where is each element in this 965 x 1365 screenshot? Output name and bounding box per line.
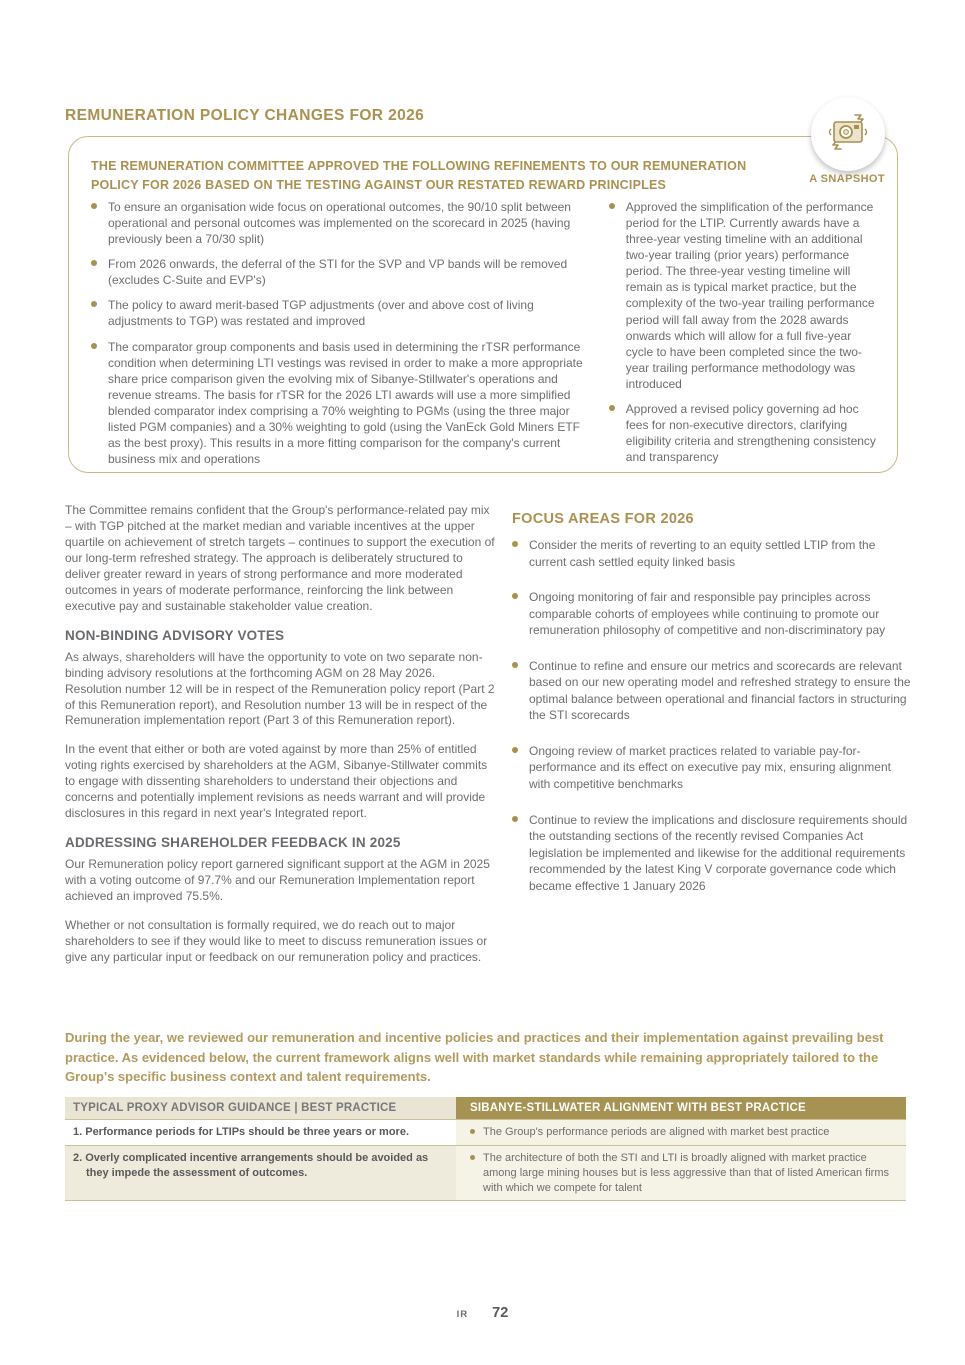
- bullet-dot-icon: [512, 816, 518, 822]
- paragraph: Whether or not consultation is formally required, we do reach out to major shareholders to see if they would like to meet to discuss remuneration issues or give any particular input or feedback on our remuneration policy and practices.: [65, 918, 488, 964]
- list-item: [609, 199, 879, 392]
- alignment-text: The Group's performance periods are aligned with market best practice: [470, 1125, 896, 1140]
- column-header-guidance: TYPICAL PROXY ADVISOR GUIDANCE | BEST PRACTICE: [65, 1097, 456, 1119]
- bullet-text: From 2026 onwards, the deferral of the STI for the SVP and VP bands will be removed (excludes C-Suite and EVP's): [108, 257, 568, 288]
- bullet-text: Continue to review the implications and disclosure requirements should the outstanding sections of the recently revised Companies Act legislation be implemented and likewise for the additional requirements recommended by the latest King V corporate governance code which became effective 1 January 2026: [529, 812, 908, 893]
- alignment-text: The architecture of both the STI and LTI is broadly aligned with market practice among large mining houses but is less aggressive than that of listed American firms with which we compete for talent: [470, 1151, 896, 1196]
- bullet-text: Approved the simplification of the performance period for the LTIP. Currently awards have a three-year vesting timeline with an additional two-year trailing (prior years) performance period. The three-year vesting timeline will remain as is typical market practice, but the complexity of the two-year trailing performance period will fall away from the 2028 awards onwards which will allow for a full five-year cycle to have been completed since the two-year trailing performance methodology was introduced: [625, 200, 875, 391]
- snapshot-right-bullets: [609, 199, 879, 476]
- bullet-dot-icon: [91, 343, 97, 349]
- list-item: [91, 199, 585, 247]
- bullet-text: The policy to award merit-based TGP adjustments (over and above cost of living adjustments to TGP) was restated and improved: [108, 298, 534, 329]
- table-row: [65, 1119, 906, 1145]
- bullet-dot-icon: [512, 747, 518, 753]
- bullet-text: Approved a revised policy governing ad hoc fees for non-executive directors, clarifying eligibility criteria and strengthening consistency and transparency: [625, 401, 876, 465]
- bullet-text: Consider the merits of reverting to an equity settled LTIP from the current cash settled equity linked basis: [529, 538, 876, 569]
- bullet-dot-icon: [91, 301, 97, 307]
- bullet-dot-icon: [512, 662, 518, 668]
- focus-areas-list: [512, 537, 912, 894]
- snapshot-box: [68, 136, 898, 473]
- section-heading-advisory-votes: NON-BINDING ADVISORY VOTES: [65, 627, 285, 643]
- section-heading-shareholder-feedback: ADDRESSING SHAREHOLDER FEEDBACK IN 2025: [65, 835, 401, 851]
- page-footer: [0, 1305, 965, 1321]
- snapshot-left-bullets: [91, 199, 585, 476]
- snapshot-columns: [91, 199, 879, 476]
- list-item: [512, 743, 912, 793]
- main-left-column: [65, 503, 495, 979]
- table-header-row: [65, 1097, 906, 1119]
- bullet-text: Continue to refine and ensure our metrics and scorecards are relevant based on our new operating model and refreshed strategy to ensure the optimal balance between operational and financial factors in structuring the STI scorecards: [529, 658, 911, 723]
- bullet-text: To ensure an organisation wide focus on operational outcomes, the 90/10 split between operational and personal outcomes was implemented on the scorecard in 2025 (having previously been a 70/30 split): [108, 200, 571, 247]
- list-item: [91, 256, 585, 288]
- snapshot-box-heading: THE REMUNERATION COMMITTEE APPROVED THE FOLLOWING REFINEMENTS TO OUR REMUNERATION POLICY FOR 2026 BASED ON THE TESTING AGAINST OUR RESTATED REWARD PRINCIPLES: [91, 159, 747, 193]
- bullet-dot-icon: [91, 260, 97, 266]
- table-body: [65, 1119, 906, 1201]
- bullet-text: Ongoing monitoring of fair and responsible pay principles across comparable cohorts of employees while continuing to promote our remuneration philosophy of competitive and non-discriminatory pay: [529, 590, 886, 638]
- list-item: [512, 589, 912, 639]
- review-statement: During the year, we reviewed our remuneration and incentive policies and practices and their implementation against prevailing best practice. As evidenced below, the current framework aligns well with market standards while remaining appropriately tailored to the Group's specific business context and talent requirements.: [65, 1030, 884, 1084]
- bullet-dot-icon: [512, 593, 518, 599]
- list-item: [512, 658, 912, 724]
- bullet-dot-icon: [609, 405, 615, 411]
- page-title: REMUNERATION POLICY CHANGES FOR 2026: [65, 107, 425, 124]
- bullet-text: The comparator group components and basis used in determining the rTSR performance condition when determining LTI vestings was revised in order to make a more appropriate share price comparison given the evolving mix of Sibanye-Stillwater's operations and revenue streams. The basis for rTSR for the 2026 LTI awards will use a more simplified blended comparator index comprising a 70% weighting to PGMs (using the three major listed PGM companies) and a 30% weighting to gold (using the VanEck Gold Miners ETF as the best proxy). This results in a more fitting comparison for the company's current business mix and operations: [108, 339, 583, 467]
- guidance-text: 1. Performance periods for LTIPs should be three years or more.: [73, 1126, 410, 1138]
- bullet-dot-icon: [470, 1155, 475, 1160]
- list-item: [91, 297, 585, 329]
- intro-paragraph: The Committee remains confident that the Group's performance-related pay mix – with TGP pitched at the market median and variable incentives at the upper quartile on achievement of stretch targets – continues to support the execution of our long-term refreshed strategy. The approach is deliberately structured to deliver greater reward in years of strong performance and more moderated outcomes in years of moderate performance, reinforcing the link between executive pay and sustainable stakeholder value creation.: [65, 503, 495, 613]
- paragraph: As always, shareholders will have the opportunity to vote on two separate non-binding advisory resolutions at the forthcoming AGM on 28 May 2026. Resolution number 12 will be in respect of the Remuneration policy report (Part 2 of this Remuneration report), and Resolution number 13 will be in respect of the Remuneration implementation report (Part 3 of this Remuneration report).: [65, 649, 495, 728]
- table-bottom-border: [65, 1200, 906, 1201]
- table-row: [65, 1145, 906, 1201]
- camera-snapshot-icon: [825, 109, 871, 160]
- list-item: [512, 812, 912, 895]
- snapshot-badge-label: A SNAPSHOT: [809, 173, 885, 185]
- focus-areas-heading: FOCUS AREAS FOR 2026: [512, 511, 694, 527]
- main-content: [65, 503, 912, 979]
- paragraph: Our Remuneration policy report garnered significant support at the AGM in 2025 with a voting outcome of 97.7% and our Remuneration Implementation report achieved an improved 75.5%.: [65, 857, 490, 904]
- guidance-text: 2. Overly complicated incentive arrangements should be avoided as they impede the assessment of outcomes.: [73, 1151, 429, 1179]
- bullet-dot-icon: [91, 203, 97, 209]
- bullet-dot-icon: [512, 541, 518, 547]
- bullet-text: Ongoing review of market practices related to variable pay-for-performance and its effect on executive pay mix, ensuring alignment with competitive benchmarks: [529, 743, 891, 792]
- page-number: 72: [492, 1305, 509, 1321]
- paragraph: In the event that either or both are voted against by more than 25% of entitled voting rights exercised by shareholders at the AGM, Sibanye-Stillwater commits to engage with dissenting shareholders to understand their objections and concerns and potentially implement revisions as needs warrant and will provide disclosures in this regard in next year's Integrated report.: [65, 742, 488, 821]
- bullet-dot-icon: [609, 203, 615, 209]
- report-label: IR: [456, 1309, 469, 1320]
- main-right-column: [512, 503, 912, 979]
- snapshot-badge-circle: [811, 97, 885, 171]
- column-header-alignment: SIBANYE-STILLWATER ALIGNMENT WITH BEST PRACTICE: [456, 1097, 906, 1119]
- list-item: [512, 537, 912, 570]
- list-item: [91, 339, 585, 468]
- list-item: [609, 401, 879, 465]
- alignment-table: [65, 1097, 906, 1201]
- bullet-dot-icon: [470, 1129, 475, 1134]
